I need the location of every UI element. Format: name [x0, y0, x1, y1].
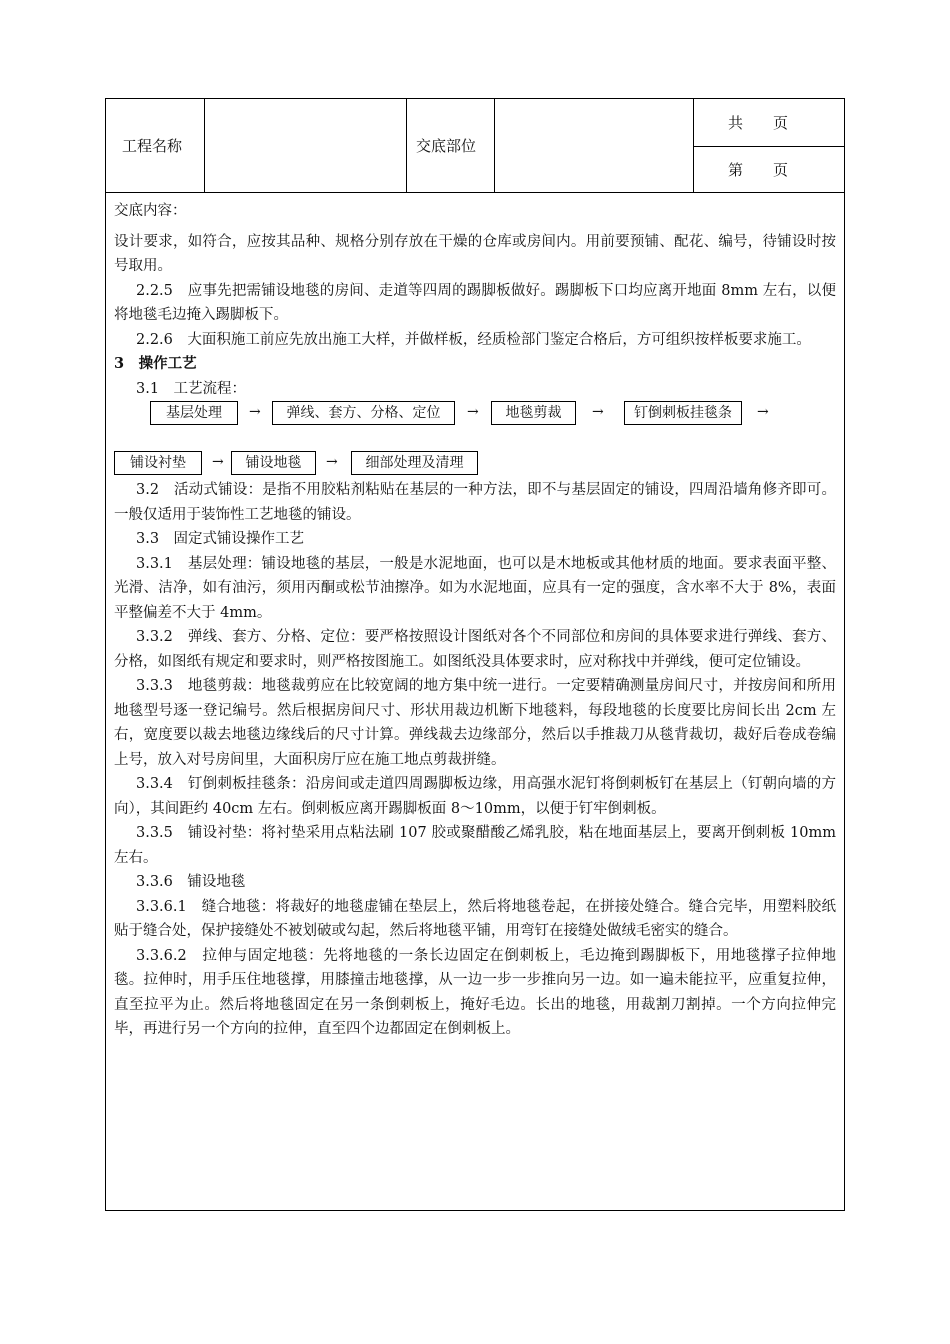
paragraph: 3.3.5 铺设衬垫：将衬垫采用点粘法刷 107 胶或聚醋酸乙烯乳胶，粘在地面基层上，要离开倒刺板 10mm 左右。 — [114, 825, 836, 866]
handover-form — [105, 98, 845, 1211]
flow-step: 细部处理及清理 — [351, 451, 478, 475]
section-heading: 3.3.6 铺设地毯 — [136, 874, 246, 890]
header-divider — [693, 146, 845, 147]
paragraph: 3.2 活动式铺设：是指不用胶粘剂粘贴在基层的一种方法，即不与基层固定的铺设，四周沿墙角修齐即可。一般仅适用于装饰性工艺地毯的铺设。 — [114, 482, 836, 523]
paragraph: 2.2.6 大面积施工前应先放出施工大样，并做样板，经质检部门鉴定合格后，方可组织按样板要求施工。 — [136, 331, 811, 348]
paragraph: 3.3.3 地毯剪裁：地毯裁剪应在比较宽阔的地方集中统一进行。一定要精确测量房间尺寸，并按房间和所用地毯型号逐一登记编号。然后根据房间尺寸、形状用裁边机断下地毯料，每段地毯的长度要比房间长出 2cm 左右，宽度要以裁去地毯边缘线后的尺寸计算。弹线裁去边缘部分，然后以手推裁刀从毯背裁切，裁好后卷成卷编上号，放入对号房间里，大面积房厅应在施工地点剪裁拼缝。 — [114, 678, 836, 768]
flow-step: 铺设衬垫 — [114, 451, 202, 475]
paragraph: 3.3.6.1 缝合地毯：将裁好的地毯虚铺在垫层上，然后将地毯卷起，在拼接处缝合。缝合完毕，用塑料胶纸贴于缝合处，保护接缝处不被划破或勾起，然后将地毯平铺，用弯钉在接缝处做绒毛密实的缝合。 — [114, 898, 836, 939]
content-heading: 交底内容： — [114, 203, 187, 219]
paragraph: 2.2.5 应事先把需铺设地毯的房间、走道等四周的踢脚板做好。踢脚板下口均应离开地面 8mm 左右，以便将地毯毛边掩入踢脚板下。 — [114, 282, 836, 323]
arrow-icon: → — [326, 454, 338, 470]
flow-step: 弹线、套方、分格、定位 — [272, 401, 455, 425]
arrow-icon: → — [212, 454, 224, 470]
handover-content — [114, 199, 836, 1042]
flow-step: 地毯剪裁 — [491, 401, 576, 425]
process-flow — [114, 401, 836, 471]
page-number-label: 第 页 — [728, 161, 789, 179]
flow-step: 基层处理 — [150, 401, 238, 425]
header-divider — [494, 99, 495, 193]
section-heading: 3.1 工艺流程： — [136, 380, 247, 397]
section-heading: 3 操作工艺 — [114, 355, 197, 372]
total-pages-label: 共 页 — [728, 114, 789, 132]
paragraph: 3.3.4 钉倒刺板挂毯条：沿房间或走道四周踢脚板边缘，用高强水泥钉将倒刺板钉在基层上（钉朝向墙的方向），其间距约 40cm 左右。倒刺板应离开踢脚板面 8～10mm，以便于钉牢倒刺板。 — [114, 776, 836, 817]
form-header — [106, 99, 844, 193]
flow-step: 钉倒刺板挂毯条 — [624, 401, 742, 425]
paragraph: 3.3.2 弹线、套方、分格、定位：要严格按照设计图纸对各个不同部位和房间的具体要求进行弹线、套方、分格，如图纸有规定和要求时，则严格按图施工。如图纸没具体要求时，应对称找中并弹线，便可定位铺设。 — [114, 629, 836, 670]
arrow-icon: → — [757, 404, 769, 420]
handover-part-label: 交底部位 — [416, 137, 477, 155]
arrow-icon: → — [249, 404, 261, 420]
paragraph: 设计要求，如符合，应按其品种、规格分别存放在干燥的仓库或房间内。用前要预铺、配花、编号，待铺设时按号取用。 — [114, 233, 836, 274]
project-name-label: 工程名称 — [122, 137, 183, 155]
arrow-icon: → — [467, 404, 479, 420]
header-divider — [204, 99, 205, 193]
flow-step: 铺设地毯 — [231, 451, 316, 475]
section-heading: 3.3 固定式铺设操作工艺 — [136, 531, 305, 547]
paragraph: 3.3.1 基层处理：铺设地毯的基层，一般是水泥地面，也可以是木地板或其他材质的地面。要求表面平整、光滑、洁净，如有油污，须用丙酮或松节油擦净。如为水泥地面，应具有一定的强度，含水率不大于 8%，表面平整偏差不大于 4mm。 — [114, 555, 836, 621]
paragraph: 3.3.6.2 拉伸与固定地毯：先将地毯的一条长边固定在倒刺板上，毛边掩到踢脚板下，用地毯撑子拉伸地毯。拉伸时，用手压住地毯撑，用膝撞击地毯撑，从一边一步一步推向另一边。如一遍未能拉平，应重复拉伸，直至拉平为止。然后将地毯固定在另一条倒刺板上，掩好毛边。长出的地毯，用裁割刀割掉。一个方向拉伸完毕，再进行另一个方向的拉伸，直至四个边都固定在倒刺板上。 — [114, 947, 836, 1037]
arrow-icon: → — [592, 404, 604, 420]
header-divider — [406, 99, 407, 193]
